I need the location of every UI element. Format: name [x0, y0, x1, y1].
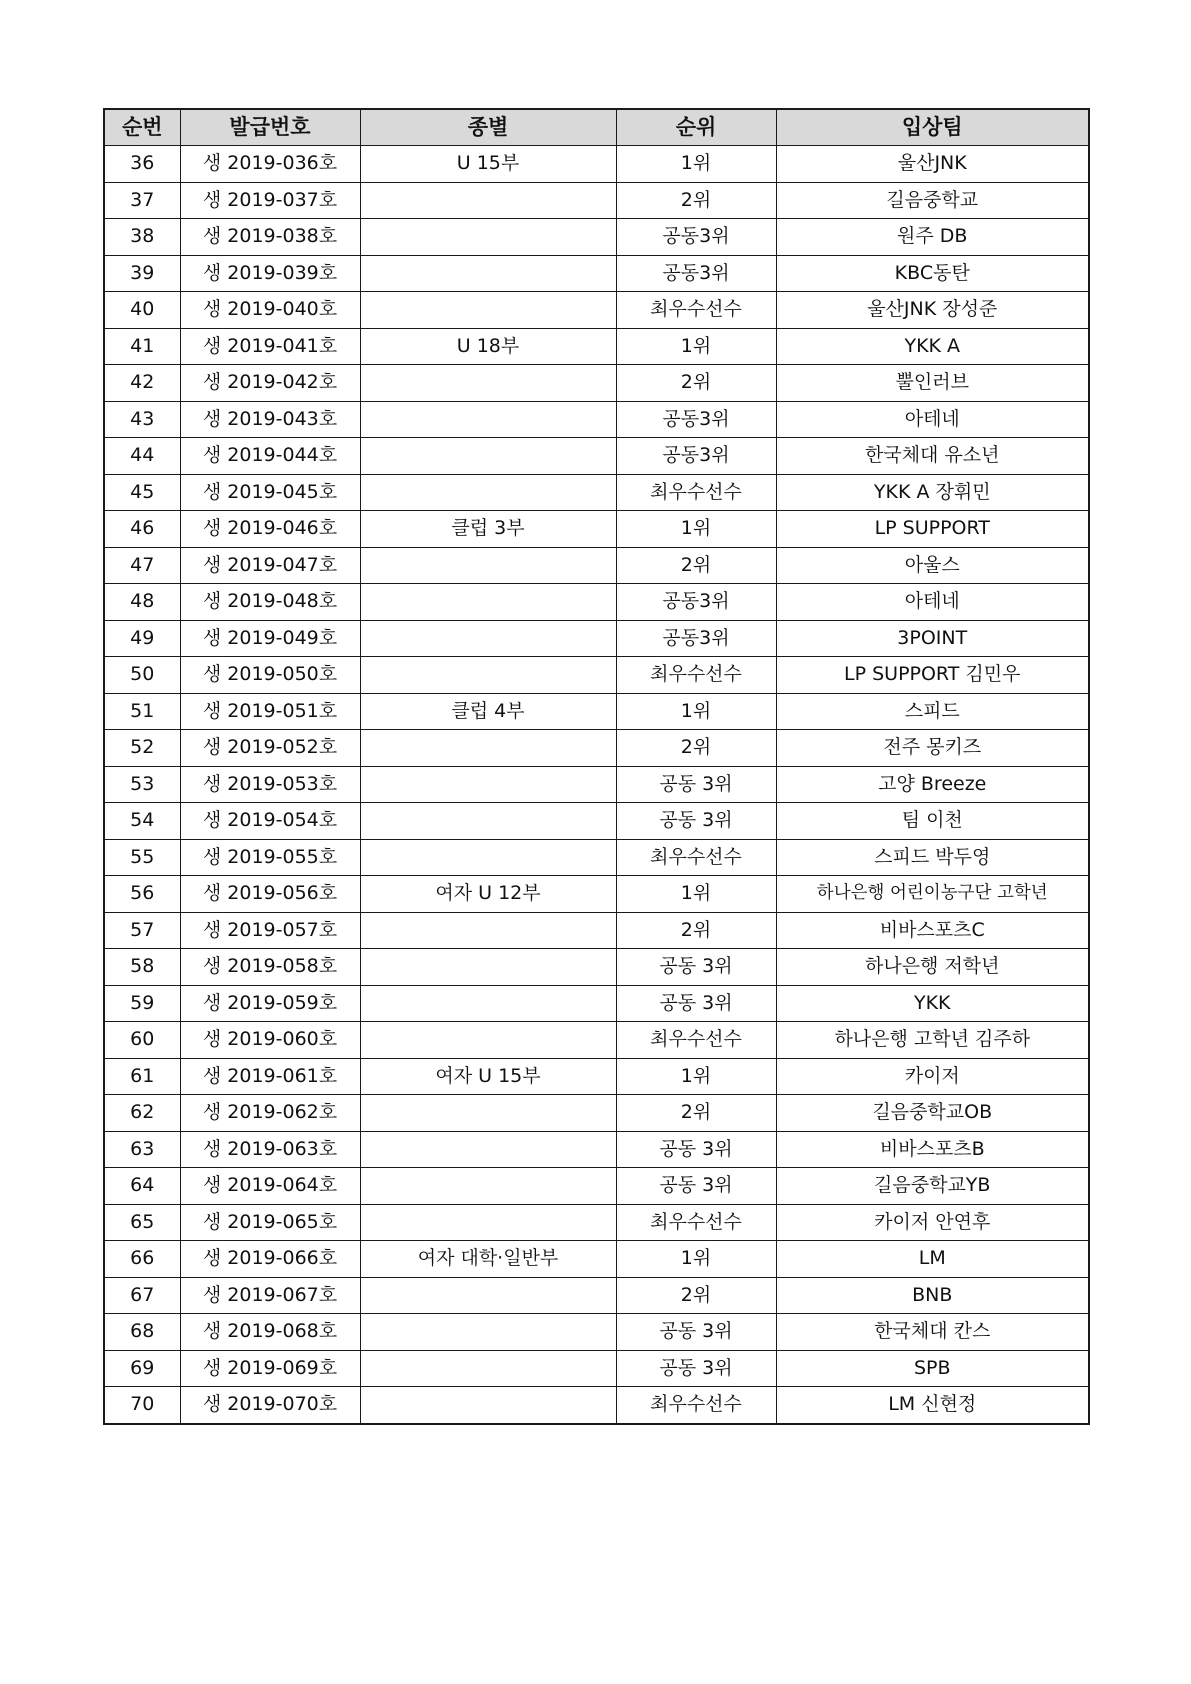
cell-category: [360, 182, 616, 219]
cell-no: 51: [104, 693, 180, 730]
cell-category: [360, 766, 616, 803]
cell-team: 스피드 박두영: [776, 839, 1089, 876]
cell-issue-number: 생 2019-056호: [180, 876, 360, 913]
cell-team: KBC동탄: [776, 255, 1089, 292]
cell-rank: 공동 3위: [616, 1168, 776, 1205]
cell-team: 카이저: [776, 1058, 1089, 1095]
cell-category: [360, 474, 616, 511]
cell-rank: 공동 3위: [616, 1314, 776, 1351]
cell-no: 65: [104, 1204, 180, 1241]
cell-team: 하나은행 어린이농구단 고학년: [776, 876, 1089, 913]
cell-issue-number: 생 2019-049호: [180, 620, 360, 657]
cell-issue-number: 생 2019-067호: [180, 1277, 360, 1314]
cell-team: 하나은행 저학년: [776, 949, 1089, 986]
cell-no: 44: [104, 438, 180, 475]
cell-team: 길음중학교YB: [776, 1168, 1089, 1205]
table-row: [104, 1095, 1089, 1132]
cell-no: 36: [104, 146, 180, 183]
cell-rank: 1위: [616, 1058, 776, 1095]
cell-rank: 1위: [616, 511, 776, 548]
cell-team: 아테네: [776, 401, 1089, 438]
cell-no: 48: [104, 584, 180, 621]
cell-issue-number: 생 2019-061호: [180, 1058, 360, 1095]
cell-issue-number: 생 2019-062호: [180, 1095, 360, 1132]
cell-category: 클럽 3부: [360, 511, 616, 548]
cell-issue-number: 생 2019-053호: [180, 766, 360, 803]
cell-issue-number: 생 2019-039호: [180, 255, 360, 292]
cell-issue-number: 생 2019-063호: [180, 1131, 360, 1168]
cell-category: 여자 U 12부: [360, 876, 616, 913]
cell-team: YKK A: [776, 328, 1089, 365]
cell-issue-number: 생 2019-047호: [180, 547, 360, 584]
cell-rank: 1위: [616, 328, 776, 365]
cell-team: LM: [776, 1241, 1089, 1278]
cell-rank: 공동3위: [616, 219, 776, 256]
cell-rank: 최우수선수: [616, 839, 776, 876]
table-row: [104, 1168, 1089, 1205]
cell-no: 46: [104, 511, 180, 548]
table-row: [104, 803, 1089, 840]
cell-category: [360, 1095, 616, 1132]
cell-team: 3POINT: [776, 620, 1089, 657]
table-row: [104, 693, 1089, 730]
cell-no: 50: [104, 657, 180, 694]
cell-no: 67: [104, 1277, 180, 1314]
cell-category: [360, 620, 616, 657]
cell-rank: 공동 3위: [616, 985, 776, 1022]
header-team: 입상팀: [776, 109, 1089, 146]
cell-rank: 공동 3위: [616, 1131, 776, 1168]
table-row: [104, 584, 1089, 621]
cell-category: [360, 1022, 616, 1059]
cell-no: 56: [104, 876, 180, 913]
cell-issue-number: 생 2019-054호: [180, 803, 360, 840]
cell-rank: 공동3위: [616, 620, 776, 657]
cell-no: 64: [104, 1168, 180, 1205]
cell-team: 하나은행 고학년 김주하: [776, 1022, 1089, 1059]
cell-rank: 공동 3위: [616, 949, 776, 986]
cell-issue-number: 생 2019-037호: [180, 182, 360, 219]
table-row: [104, 730, 1089, 767]
cell-no: 70: [104, 1387, 180, 1424]
table-row: [104, 511, 1089, 548]
cell-category: [360, 547, 616, 584]
cell-rank: 공동 3위: [616, 766, 776, 803]
cell-team: LM 신현정: [776, 1387, 1089, 1424]
cell-issue-number: 생 2019-069호: [180, 1350, 360, 1387]
cell-category: [360, 1131, 616, 1168]
cell-rank: 2위: [616, 547, 776, 584]
table-body: [104, 146, 1089, 1424]
cell-category: [360, 438, 616, 475]
cell-rank: 1위: [616, 876, 776, 913]
cell-team: 한국체대 칸스: [776, 1314, 1089, 1351]
table-row: [104, 1314, 1089, 1351]
cell-issue-number: 생 2019-058호: [180, 949, 360, 986]
cell-rank: 공동3위: [616, 401, 776, 438]
cell-no: 59: [104, 985, 180, 1022]
cell-category: [360, 1168, 616, 1205]
cell-team: 팀 이천: [776, 803, 1089, 840]
table-row: [104, 1022, 1089, 1059]
cell-team: 비바스포츠B: [776, 1131, 1089, 1168]
cell-team: YKK A 장휘민: [776, 474, 1089, 511]
cell-issue-number: 생 2019-038호: [180, 219, 360, 256]
cell-no: 58: [104, 949, 180, 986]
cell-issue-number: 생 2019-041호: [180, 328, 360, 365]
cell-issue-number: 생 2019-036호: [180, 146, 360, 183]
cell-rank: 최우수선수: [616, 1387, 776, 1424]
cell-issue-number: 생 2019-070호: [180, 1387, 360, 1424]
cell-team: 스피드: [776, 693, 1089, 730]
cell-issue-number: 생 2019-065호: [180, 1204, 360, 1241]
cell-no: 38: [104, 219, 180, 256]
cell-no: 62: [104, 1095, 180, 1132]
cell-no: 49: [104, 620, 180, 657]
table-row: [104, 1131, 1089, 1168]
cell-rank: 최우수선수: [616, 1204, 776, 1241]
cell-team: 카이저 안연후: [776, 1204, 1089, 1241]
header-rank: 순위: [616, 109, 776, 146]
table-row: [104, 985, 1089, 1022]
cell-issue-number: 생 2019-064호: [180, 1168, 360, 1205]
cell-category: [360, 1277, 616, 1314]
cell-rank: 2위: [616, 365, 776, 402]
cell-category: [360, 365, 616, 402]
cell-rank: 1위: [616, 1241, 776, 1278]
table-row: [104, 547, 1089, 584]
cell-category: [360, 219, 616, 256]
table-row: [104, 292, 1089, 329]
table-row: [104, 146, 1089, 183]
cell-no: 53: [104, 766, 180, 803]
cell-no: 39: [104, 255, 180, 292]
header-no: 순번: [104, 109, 180, 146]
cell-team: 한국체대 유소년: [776, 438, 1089, 475]
cell-issue-number: 생 2019-048호: [180, 584, 360, 621]
cell-category: 클럽 4부: [360, 693, 616, 730]
table-row: [104, 365, 1089, 402]
cell-category: [360, 730, 616, 767]
cell-no: 57: [104, 912, 180, 949]
cell-no: 68: [104, 1314, 180, 1351]
cell-no: 47: [104, 547, 180, 584]
table-row: [104, 912, 1089, 949]
cell-category: [360, 1314, 616, 1351]
cell-no: 66: [104, 1241, 180, 1278]
cell-no: 69: [104, 1350, 180, 1387]
cell-issue-number: 생 2019-050호: [180, 657, 360, 694]
cell-issue-number: 생 2019-046호: [180, 511, 360, 548]
cell-team: YKK: [776, 985, 1089, 1022]
cell-issue-number: 생 2019-045호: [180, 474, 360, 511]
cell-no: 54: [104, 803, 180, 840]
header-issue-number: 발급번호: [180, 109, 360, 146]
cell-category: [360, 292, 616, 329]
table-row: [104, 474, 1089, 511]
cell-rank: 최우수선수: [616, 657, 776, 694]
cell-category: [360, 1350, 616, 1387]
cell-issue-number: 생 2019-060호: [180, 1022, 360, 1059]
cell-team: 길음중학교OB: [776, 1095, 1089, 1132]
table-row: [104, 1058, 1089, 1095]
cell-no: 42: [104, 365, 180, 402]
cell-team: BNB: [776, 1277, 1089, 1314]
table-row: [104, 182, 1089, 219]
cell-category: [360, 839, 616, 876]
cell-category: [360, 1387, 616, 1424]
cell-category: 여자 대학·일반부: [360, 1241, 616, 1278]
cell-category: [360, 912, 616, 949]
cell-no: 52: [104, 730, 180, 767]
cell-rank: 공동3위: [616, 255, 776, 292]
cell-rank: 1위: [616, 146, 776, 183]
cell-team: SPB: [776, 1350, 1089, 1387]
cell-team: LP SUPPORT: [776, 511, 1089, 548]
cell-no: 60: [104, 1022, 180, 1059]
header-row: [104, 109, 1089, 146]
cell-category: U 18부: [360, 328, 616, 365]
cell-rank: 최우수선수: [616, 1022, 776, 1059]
cell-team: 고양 Breeze: [776, 766, 1089, 803]
cell-no: 37: [104, 182, 180, 219]
cell-no: 40: [104, 292, 180, 329]
cell-rank: 2위: [616, 182, 776, 219]
cell-rank: 최우수선수: [616, 292, 776, 329]
cell-team: 울산JNK 장성준: [776, 292, 1089, 329]
table-row: [104, 620, 1089, 657]
table-header: [104, 109, 1089, 146]
cell-category: [360, 949, 616, 986]
cell-rank: 공동 3위: [616, 1350, 776, 1387]
cell-category: [360, 985, 616, 1022]
cell-issue-number: 생 2019-042호: [180, 365, 360, 402]
table-row: [104, 1350, 1089, 1387]
table-row: [104, 255, 1089, 292]
header-category: 종별: [360, 109, 616, 146]
cell-rank: 1위: [616, 693, 776, 730]
cell-rank: 공동3위: [616, 438, 776, 475]
cell-no: 45: [104, 474, 180, 511]
cell-issue-number: 생 2019-066호: [180, 1241, 360, 1278]
cell-issue-number: 생 2019-055호: [180, 839, 360, 876]
cell-category: [360, 657, 616, 694]
cell-team: 아테네: [776, 584, 1089, 621]
award-table: [103, 108, 1090, 1425]
table-row: [104, 657, 1089, 694]
cell-category: 여자 U 15부: [360, 1058, 616, 1095]
cell-no: 43: [104, 401, 180, 438]
cell-issue-number: 생 2019-044호: [180, 438, 360, 475]
table-row: [104, 328, 1089, 365]
table-row: [104, 1204, 1089, 1241]
cell-no: 61: [104, 1058, 180, 1095]
cell-category: [360, 255, 616, 292]
table-row: [104, 876, 1089, 913]
cell-team: 울산JNK: [776, 146, 1089, 183]
table-row: [104, 1387, 1089, 1424]
cell-issue-number: 생 2019-059호: [180, 985, 360, 1022]
cell-team: LP SUPPORT 김민우: [776, 657, 1089, 694]
cell-team: 비바스포츠C: [776, 912, 1089, 949]
cell-issue-number: 생 2019-040호: [180, 292, 360, 329]
cell-category: [360, 401, 616, 438]
cell-issue-number: 생 2019-051호: [180, 693, 360, 730]
table-row: [104, 401, 1089, 438]
cell-category: [360, 803, 616, 840]
cell-rank: 최우수선수: [616, 474, 776, 511]
table-row: [104, 438, 1089, 475]
cell-team: 길음중학교: [776, 182, 1089, 219]
cell-team: 뿔인러브: [776, 365, 1089, 402]
cell-rank: 2위: [616, 1277, 776, 1314]
table-row: [104, 1241, 1089, 1278]
cell-rank: 공동3위: [616, 584, 776, 621]
cell-rank: 공동 3위: [616, 803, 776, 840]
cell-issue-number: 생 2019-052호: [180, 730, 360, 767]
table-row: [104, 219, 1089, 256]
cell-team: 원주 DB: [776, 219, 1089, 256]
cell-category: [360, 584, 616, 621]
cell-team: 전주 몽키즈: [776, 730, 1089, 767]
cell-category: U 15부: [360, 146, 616, 183]
table-row: [104, 1277, 1089, 1314]
cell-rank: 2위: [616, 912, 776, 949]
table-row: [104, 839, 1089, 876]
cell-issue-number: 생 2019-057호: [180, 912, 360, 949]
cell-no: 41: [104, 328, 180, 365]
cell-issue-number: 생 2019-043호: [180, 401, 360, 438]
table-row: [104, 949, 1089, 986]
cell-team: 아울스: [776, 547, 1089, 584]
cell-no: 55: [104, 839, 180, 876]
cell-rank: 2위: [616, 1095, 776, 1132]
cell-category: [360, 1204, 616, 1241]
table-row: [104, 766, 1089, 803]
cell-rank: 2위: [616, 730, 776, 767]
cell-no: 63: [104, 1131, 180, 1168]
cell-issue-number: 생 2019-068호: [180, 1314, 360, 1351]
